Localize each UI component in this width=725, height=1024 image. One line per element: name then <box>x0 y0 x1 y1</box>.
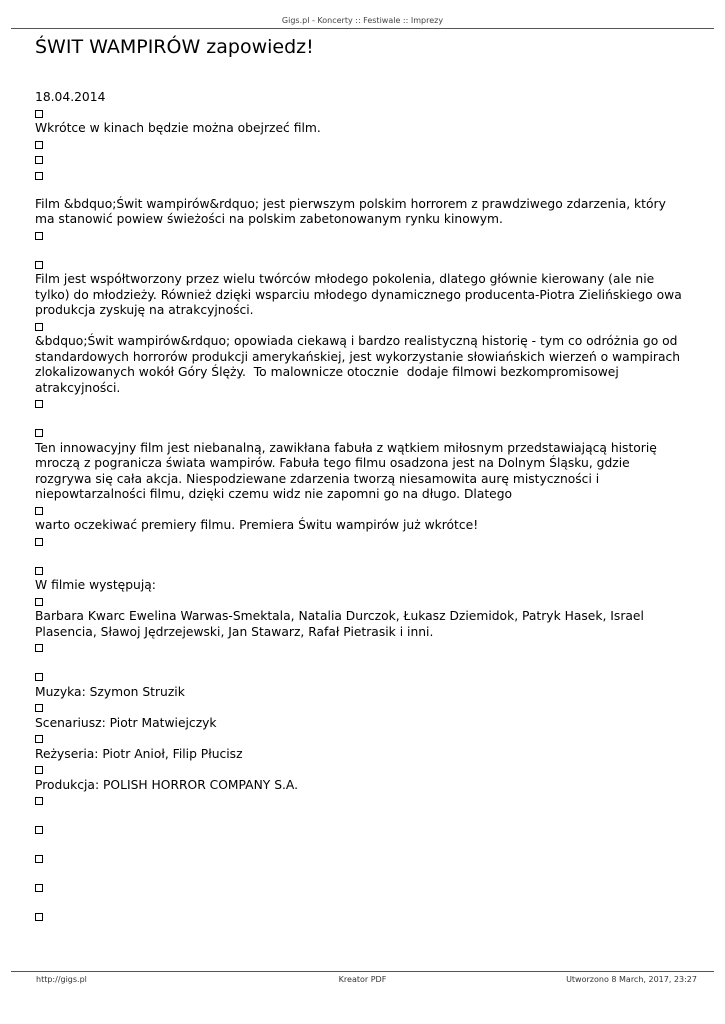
placeholder-glyph <box>35 425 695 441</box>
placeholder-glyph <box>35 793 695 809</box>
placeholder-glyph <box>35 669 695 685</box>
placeholder-glyph <box>35 731 695 747</box>
placeholder-glyph <box>35 762 695 778</box>
article-date: 18.04.2014 <box>35 90 106 104</box>
cast-list: Plasencia, Sławoj Jędrzejewski, Jan Stawarz, Rafał Pietrasik i inni. <box>35 624 434 639</box>
credit-director: Reżyseria: Piotr Anioł, Filip Płucisz <box>35 746 243 761</box>
paragraph-text: standardowych horrorów produkcji amerykańskiej, jest wykorzystanie słowiańskich wierzeń o wampirach <box>35 349 681 364</box>
placeholder-glyph <box>35 880 695 896</box>
placeholder-glyph <box>35 319 695 335</box>
paragraph-text: &bdquo;Świt wampirów&rdquo; opowiada ciekawą i bardzo realistyczną historię - tym co odróżnia go od <box>35 334 678 348</box>
placeholder-glyph <box>35 563 695 579</box>
credit-music: Muzyka: Szymon Struzik <box>35 684 185 699</box>
placeholder-glyph <box>35 851 695 867</box>
paragraph-text: produkcja zyskuję na atrakcyjności. <box>35 303 254 317</box>
paragraph-text: niepowtarzalności filmu, dzięki czemu widz nie zapomni go na długo. Dlatego <box>35 487 513 501</box>
footer-divider <box>11 971 714 972</box>
placeholder-glyph <box>35 106 695 122</box>
placeholder-glyph <box>35 396 695 412</box>
cast-list: Barbara Kwarc Ewelina Warwas-Smektala, Natalia Durczok, Łukasz Dziemidok, Patryk Hasek, Israel <box>35 609 644 623</box>
paragraph-text: Film &bdquo;Świt wampirów&rdquo; jest pierwszym polskim horrorem z prawdziwego zdarzenia, który <box>35 196 666 211</box>
credit-production: Produkcja: POLISH HORROR COMPANY S.A. <box>35 777 299 792</box>
placeholder-glyph <box>35 594 695 610</box>
header-divider <box>11 28 714 29</box>
article-body <box>35 90 695 925</box>
placeholder-glyph <box>35 700 695 716</box>
placeholder-glyph <box>35 909 695 925</box>
credit-script: Scenariusz: Piotr Matwiejczyk <box>35 715 217 730</box>
paragraph-text: atrakcyjności. <box>35 380 121 395</box>
placeholder-glyph <box>35 822 695 838</box>
paragraph-text: tylko) do młodzieży. Również dzięki wsparciu młodego dynamicznego producenta-Piotra Zielińskiego owa <box>35 287 682 302</box>
site-header: Gigs.pl - Koncerty :: Festiwale :: Imprezy <box>281 16 444 25</box>
placeholder-glyph <box>35 137 695 153</box>
paragraph-text: Film jest współtworzony przez wielu twórców młodego pokolenia, dlatego głównie kierowany (ale nie <box>35 272 655 286</box>
placeholder-glyph <box>35 640 695 656</box>
paragraph-text: rozgrywa się cała akcja. Niespodziewane zdarzenia tworzą niesamowita aurę mistyczności i <box>35 471 600 486</box>
paragraph-text: Wkrótce w kinach będzie można obejrzeć film. <box>35 121 321 135</box>
placeholder-glyph <box>35 503 695 519</box>
placeholder-glyph <box>35 534 695 550</box>
placeholder-glyph <box>35 168 695 184</box>
footer-generator: Kreator PDF <box>338 975 387 984</box>
placeholder-glyph <box>35 152 695 168</box>
footer-created: Utworzono 8 March, 2017, 23:27 <box>566 975 697 984</box>
footer-url: http://gigs.pl <box>36 975 87 984</box>
paragraph-text: warto oczekiwać premiery filmu. Premiera Świtu wampirów już wkrótce! <box>35 518 479 532</box>
cast-label: W filmie występują: <box>35 578 156 592</box>
paragraph-text: mroczą z pogranicza świata wampirów. Fabuła tego filmu osadzona jest na Dolnym Śląsku, gdzie <box>35 456 630 470</box>
placeholder-glyph <box>35 228 695 244</box>
paragraph-text: Ten innowacyjny film jest niebanalną, zawikłana fabuła z wątkiem miłosnym przedstawiającą historię <box>35 440 657 455</box>
article-title: ŚWIT WAMPIRÓW zapowiedz! <box>35 36 314 58</box>
paragraph-text: ma stanowić powiew świeżości na polskim zabetonowanym rynku kinowym. <box>35 212 503 226</box>
placeholder-glyph <box>35 257 695 273</box>
paragraph-text: zlokalizowanych wokół Góry Ślęży. To malownicze otocznie dodaje filmowi bezkompromisowej <box>35 365 619 379</box>
